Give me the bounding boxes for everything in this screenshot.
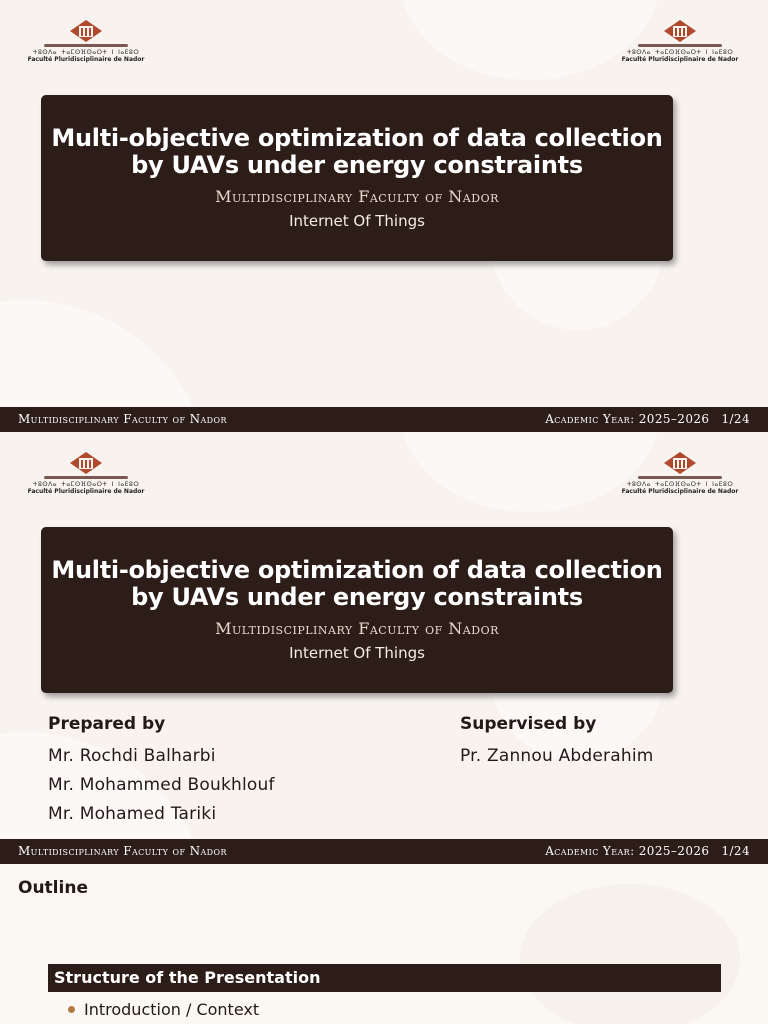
university-emblem-icon xyxy=(662,450,698,476)
author-name: Mr. Mohamed Tariki xyxy=(48,804,217,824)
footer-right xyxy=(545,412,750,426)
bullet-icon xyxy=(68,1006,75,1013)
slide-3 xyxy=(0,864,768,1024)
presentation-title: Multi-objective optimization of data collection by UAVs under energy constraints xyxy=(51,124,663,179)
presentation-title: Multi-objective optimization of data collection by UAVs under energy constraints xyxy=(51,556,663,611)
university-emblem-icon xyxy=(662,18,698,44)
university-logo-right xyxy=(620,18,740,62)
program-name: Internet Of Things xyxy=(289,212,425,230)
page-number: 1/24 xyxy=(721,412,750,426)
tifinagh-caption: ⵜⵓⵙⴷⴰ ⵜⴰⵎⵙⴼⵙⴰⵔⵜ ⵏ ⵏⴰⴹⵓⵔ xyxy=(32,481,140,488)
author-name: Mr. Rochdi Balharbi xyxy=(48,746,216,766)
logo-caption: Faculté Pluridisciplinaire de Nador xyxy=(27,488,145,495)
slide-2 xyxy=(0,432,768,864)
list-item xyxy=(68,1000,259,1019)
university-emblem-icon xyxy=(68,450,104,476)
university-logo-left xyxy=(26,18,146,62)
university-logo-right xyxy=(620,450,740,494)
institution-name: Multidisciplinary Faculty of Nador xyxy=(215,619,499,638)
tifinagh-caption: ⵜⵓⵙⴷⴰ ⵜⴰⵎⵙⴼⵙⴰⵔⵜ ⵏ ⵏⴰⴹⵓⵔ xyxy=(626,49,734,56)
list-item-label: Introduction / Context xyxy=(84,1000,260,1019)
supervisor-name: Pr. Zannou Abderahim xyxy=(460,746,654,766)
logo-caption: Faculté Pluridisciplinaire de Nador xyxy=(27,56,145,63)
logo-caption: Faculté Pluridisciplinaire de Nador xyxy=(621,56,739,63)
title-block xyxy=(41,95,673,261)
footer-academic-year: Academic Year: 2025–2026 xyxy=(545,844,710,858)
logo-caption: Faculté Pluridisciplinaire de Nador xyxy=(621,488,739,495)
footer-right xyxy=(545,844,750,858)
slide-footer xyxy=(0,407,768,432)
prepared-by-section xyxy=(48,714,275,833)
supervised-by-section xyxy=(460,714,654,775)
program-name: Internet Of Things xyxy=(289,644,425,662)
block-title: Structure of the Presentation xyxy=(48,964,721,992)
supervised-by-heading: Supervised by xyxy=(460,714,597,734)
page-number: 1/24 xyxy=(721,844,750,858)
slide-footer xyxy=(0,839,768,864)
tifinagh-caption: ⵜⵓⵙⴷⴰ ⵜⴰⵎⵙⴼⵙⴰⵔⵜ ⵏ ⵏⴰⴹⵓⵔ xyxy=(626,481,734,488)
slide-heading: Outline xyxy=(18,878,88,898)
footer-institution: Multidisciplinary Faculty of Nador xyxy=(18,844,227,858)
university-emblem-icon xyxy=(68,18,104,44)
slide-1 xyxy=(0,0,768,432)
title-block xyxy=(41,527,673,693)
institution-name: Multidisciplinary Faculty of Nador xyxy=(215,187,499,206)
prepared-by-heading: Prepared by xyxy=(48,714,166,734)
footer-institution: Multidisciplinary Faculty of Nador xyxy=(18,412,227,426)
university-logo-left xyxy=(26,450,146,494)
author-name: Mr. Mohammed Boukhlouf xyxy=(48,775,275,795)
background-circle xyxy=(520,884,740,1024)
tifinagh-caption: ⵜⵓⵙⴷⴰ ⵜⴰⵎⵙⴼⵙⴰⵔⵜ ⵏ ⵏⴰⴹⵓⵔ xyxy=(32,49,140,56)
footer-academic-year: Academic Year: 2025–2026 xyxy=(545,412,710,426)
